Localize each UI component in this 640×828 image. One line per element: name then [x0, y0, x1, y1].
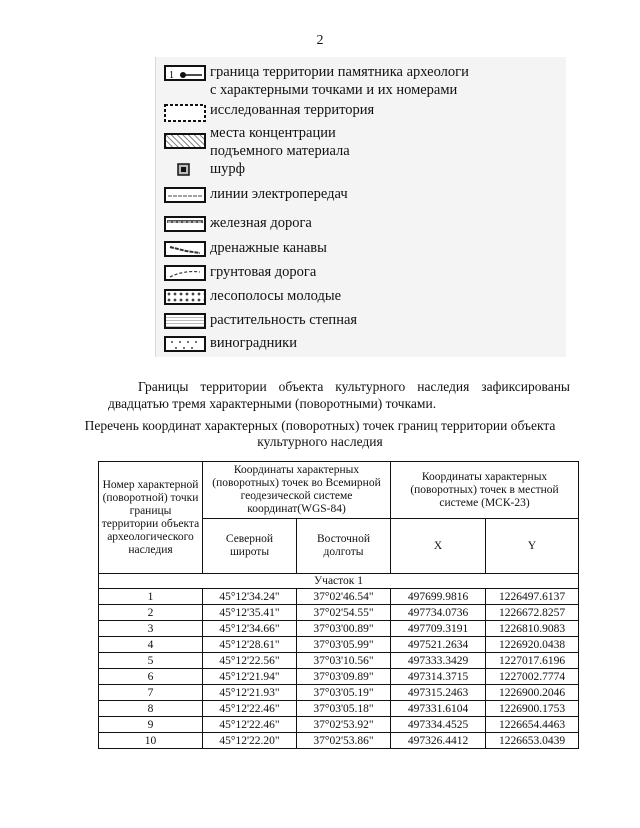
table-row: [99, 653, 579, 669]
longitude-cell: 37°03'05.99": [297, 637, 391, 653]
page-number: 2: [316, 33, 324, 48]
table-row: [99, 685, 579, 701]
section-label: Участок 1: [99, 574, 579, 589]
power-line-icon: [164, 187, 206, 203]
dirt-road-icon: [164, 265, 206, 281]
latitude-cell: 45°12'22.46": [203, 701, 297, 717]
y-cell: 1226900.2046: [486, 685, 579, 701]
point-number-cell: 9: [99, 717, 203, 733]
explored-area-icon: [164, 85, 206, 135]
coordinates-table: [98, 461, 579, 749]
latitude-cell: 45°12'22.46": [203, 717, 297, 733]
table-row: [99, 605, 579, 621]
point-number-cell: 2: [99, 605, 203, 621]
header-x: X: [391, 519, 486, 574]
x-cell: 497333.3429: [391, 653, 486, 669]
point-number-cell: 6: [99, 669, 203, 685]
header-wgs84: Координаты характерных (поворотных) точек во Всемирной геодезической системе координат(WGS-84): [203, 462, 391, 519]
x-cell: 497331.6104: [391, 701, 486, 717]
railway-icon: [164, 216, 206, 232]
x-cell: 497521.2634: [391, 637, 486, 653]
longitude-cell: 37°03'10.56": [297, 653, 391, 669]
header-latitude: Северной широты: [203, 519, 297, 574]
point-number-cell: 1: [99, 589, 203, 605]
table-row: [99, 733, 579, 749]
legend-label: грунтовая дорога: [210, 264, 317, 280]
boundary-icon: [164, 65, 206, 81]
x-cell: 497709.3191: [391, 621, 486, 637]
header-msk23: Координаты характерных (поворотных) точек в местной системе (МСК-23): [391, 462, 579, 519]
table-row: [99, 669, 579, 685]
point-number-cell: 7: [99, 685, 203, 701]
longitude-cell: 37°02'53.92": [297, 717, 391, 733]
latitude-cell: 45°12'22.20": [203, 733, 297, 749]
point-number-cell: 8: [99, 701, 203, 717]
x-cell: 497734.0736: [391, 605, 486, 621]
longitude-cell: 37°03'00.89": [297, 621, 391, 637]
longitude-cell: 37°02'54.55": [297, 605, 391, 621]
table-row: [99, 621, 579, 637]
y-cell: 1226654.4463: [486, 717, 579, 733]
latitude-cell: 45°12'35.41": [203, 605, 297, 621]
legend-label: линии электропередач: [210, 186, 348, 202]
table-row: [99, 701, 579, 717]
material-concentration-icon: [164, 133, 206, 149]
latitude-cell: 45°12'28.61": [203, 637, 297, 653]
legend-label: граница территории памятника археологи с характерными точками и их номерами: [210, 64, 469, 98]
young-forest-belt-icon: [164, 289, 206, 305]
y-cell: 1226672.8257: [486, 605, 579, 621]
map-legend: [155, 57, 566, 357]
longitude-cell: 37°03'05.18": [297, 701, 391, 717]
y-cell: 1226497.6137: [486, 589, 579, 605]
x-cell: 497326.4412: [391, 733, 486, 749]
steppe-vegetation-icon: [164, 313, 206, 329]
header-point-number: Номер характерной (поворотной) точки границы территории объекта археологического наследия: [99, 462, 203, 574]
legend-label: шурф: [210, 161, 246, 177]
longitude-cell: 37°03'05.19": [297, 685, 391, 701]
y-cell: 1226900.1753: [486, 701, 579, 717]
point-number-cell: 10: [99, 733, 203, 749]
latitude-cell: 45°12'34.24": [203, 589, 297, 605]
vineyard-icon: [164, 336, 206, 352]
x-cell: 497314.3715: [391, 669, 486, 685]
legend-label: лесополосы молодые: [210, 288, 342, 304]
table-row: [99, 589, 579, 605]
boundary-points-paragraph: Границы территории объекта культурного наследия зафиксированы двадцатью тремя характерными (поворотными) точками.: [108, 379, 570, 411]
latitude-cell: 45°12'22.56": [203, 653, 297, 669]
table-caption: Перечень координат характерных (поворотных) точек границ территории объекта культурного наследия: [84, 418, 556, 449]
y-cell: 1226653.0439: [486, 733, 579, 749]
pit-icon: [164, 162, 206, 178]
longitude-cell: 37°03'09.89": [297, 669, 391, 685]
x-cell: 497334.4525: [391, 717, 486, 733]
longitude-cell: 37°02'53.86": [297, 733, 391, 749]
latitude-cell: 45°12'21.94": [203, 669, 297, 685]
longitude-cell: 37°02'46.54": [297, 589, 391, 605]
legend-label: исследованная территория: [210, 102, 375, 118]
table-row: [99, 637, 579, 653]
latitude-cell: 45°12'34.66": [203, 621, 297, 637]
y-cell: 1227017.6196: [486, 653, 579, 669]
latitude-cell: 45°12'21.93": [203, 685, 297, 701]
x-cell: 497699.9816: [391, 589, 486, 605]
header-y: Y: [486, 519, 579, 574]
y-cell: 1226810.9083: [486, 621, 579, 637]
legend-label: железная дорога: [210, 215, 312, 231]
table-row: [99, 717, 579, 733]
drainage-ditch-icon: [164, 241, 206, 257]
legend-label: дренажные канавы: [210, 240, 327, 256]
point-number-cell: 5: [99, 653, 203, 669]
svg-text:1: 1: [169, 70, 174, 80]
legend-label: места концентрации подъемного материала: [210, 125, 350, 159]
legend-label: виноградники: [210, 335, 297, 351]
y-cell: 1226920.0438: [486, 637, 579, 653]
header-longitude: Восточной долготы: [297, 519, 391, 574]
legend-label: растительность степная: [210, 312, 358, 328]
x-cell: 497315.2463: [391, 685, 486, 701]
point-number-cell: 4: [99, 637, 203, 653]
point-number-cell: 3: [99, 621, 203, 637]
y-cell: 1227002.7774: [486, 669, 579, 685]
